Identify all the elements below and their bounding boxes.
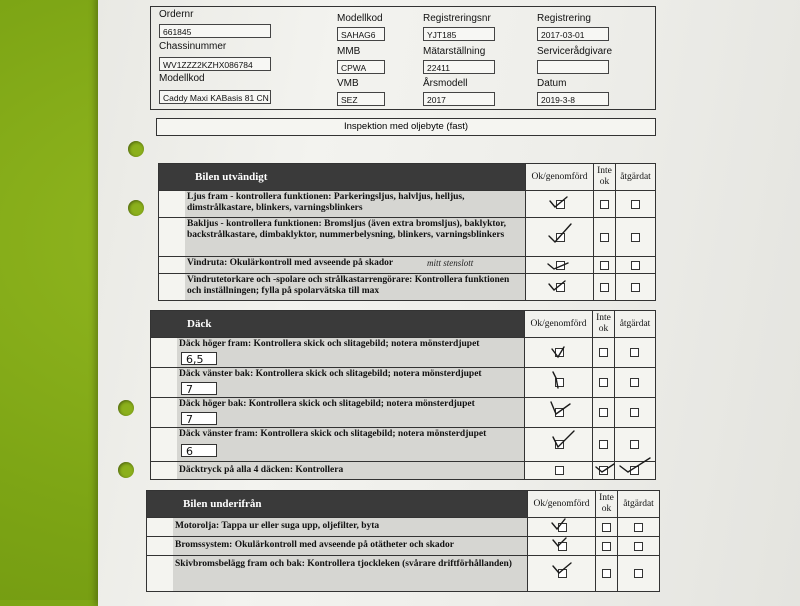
tread-depth-field[interactable]: 7 [181, 412, 217, 425]
checklist-row: Vindruta: Okulärkontroll med avseende på skador mitt stenslott [159, 256, 655, 273]
tread-depth-field[interactable]: 7 [181, 382, 217, 395]
col-atgardat-header: åtgärdat [615, 164, 655, 190]
col-ok-header: Ok/genomförd [525, 164, 593, 190]
col-inte-ok-header: Inte ok [593, 164, 615, 190]
checkmark-icon [553, 431, 574, 447]
checkmark-icon [551, 402, 570, 414]
checkmark-icon [549, 224, 571, 242]
modell-description-field: Caddy Maxi KABasis 81 CN [159, 90, 271, 104]
arsmodell-field: 2017 [423, 92, 495, 106]
tread-depth-field[interactable]: 6 [181, 444, 217, 457]
checkmark-icon [549, 281, 565, 290]
matarstallning-label: Mätarställning [423, 46, 486, 57]
checkmark-icon [552, 519, 565, 529]
checklist-row: Ljus fram - kontrollera funktionen: Parkeringsljus, halvljus, helljus, dimstrålkastare, blinkers, varningsblinkers [159, 190, 655, 217]
registreringsnr-label: Registreringsnr [423, 13, 491, 24]
col-inte-ok-header: Inte ok [592, 311, 614, 337]
chassinummer-field: WV1ZZZ2KZHX086784 [159, 57, 271, 71]
modellkod-field: SAHAG6 [337, 27, 385, 41]
section-title: Bilen underifrån [147, 491, 527, 517]
checklist-row: Däck höger bak: Kontrollera skick och slitagebild; notera mönsterdjupet 7 [151, 397, 655, 427]
checklist-row: Bromssystem: Okulärkontroll med avseende på otätheter och skador [147, 536, 659, 555]
registrering-field: 2017-03-01 [537, 27, 609, 41]
chassinummer-label: Chassinummer [159, 41, 227, 52]
registrering-label: Registrering [537, 13, 591, 24]
arsmodell-label: Årsmodell [423, 78, 468, 89]
checkmark-icon [553, 372, 558, 388]
servicegivare-label: Servicerådgivare [537, 46, 613, 57]
checkmark-icon [553, 538, 566, 546]
registreringsnr-field: YJT185 [423, 27, 495, 41]
col-atgardat-header: åtgärdat [614, 311, 655, 337]
matarstallning-field: 22411 [423, 60, 495, 74]
tread-depth-field[interactable]: 6,5 [181, 352, 217, 365]
checklist-row: Däck höger fram: Kontrollera skick och slitagebild; notera mönsterdjupet 6,5 [151, 337, 655, 367]
mmb-label: MMB [337, 46, 361, 57]
checklist-row: Motorolja: Tappa ur eller suga upp, oljefilter, byta [147, 517, 659, 536]
checkmark-icon [552, 347, 564, 357]
checkmark-icon [550, 197, 567, 207]
section-title: Däck [151, 311, 524, 337]
col-inte-ok-header: Inte ok [595, 491, 617, 517]
inspection-title: Inspektion med oljebyte (fast) [156, 118, 656, 136]
col-atgardat-header: åtgärdat [617, 491, 659, 517]
checklist-row: Däcktryck på alla 4 däcken: Kontrollera [151, 461, 655, 479]
mmb-field: CPWA [337, 60, 385, 74]
checkmark-icon [596, 458, 650, 472]
col-ok-header: Ok/genomförd [527, 491, 595, 517]
ordernr-field: 661845 [159, 24, 271, 38]
vmb-label: VMB [337, 78, 359, 89]
vmb-field: SEZ [337, 92, 385, 106]
section-title: Bilen utvändigt [159, 164, 525, 190]
modellkod-label: Modellkod [337, 13, 383, 24]
handwritten-note: mitt stenslott [427, 258, 474, 268]
checklist-row: Däck vänster fram: Kontrollera skick och slitagebild; notera mönsterdjupet 6 [151, 427, 655, 461]
datum-field: 2019-3-8 [537, 92, 609, 106]
checklist-row: Bakljus - kontrollera funktionen: Bromsljus (även extra bromsljus), baklyktor, backstrålkastare, dimbaklyktor, nummerbelysning, blinkers, varningsblinkers [159, 217, 655, 256]
ordernr-label: Ordernr [159, 9, 194, 20]
datum-label: Datum [537, 78, 567, 89]
col-ok-header: Ok/genomförd [524, 311, 592, 337]
checklist-row: Skivbromsbelägg fram och bak: Kontrollera tjockleken (svårare driftförhållanden) [147, 555, 659, 591]
checklist-row: Vindrutetorkare och -spolare och strålkastarrengörare: Kontrollera funktionen och inställningen; fylla på spolarvätska till max [159, 273, 655, 300]
modellkod-left-label: Modellkod [159, 73, 205, 84]
checklist-row: Däck vänster bak: Kontrollera skick och slitagebild; notera mönsterdjupet 7 [151, 367, 655, 397]
checkmark-icon [548, 263, 568, 269]
checkmark-icon [553, 563, 571, 573]
